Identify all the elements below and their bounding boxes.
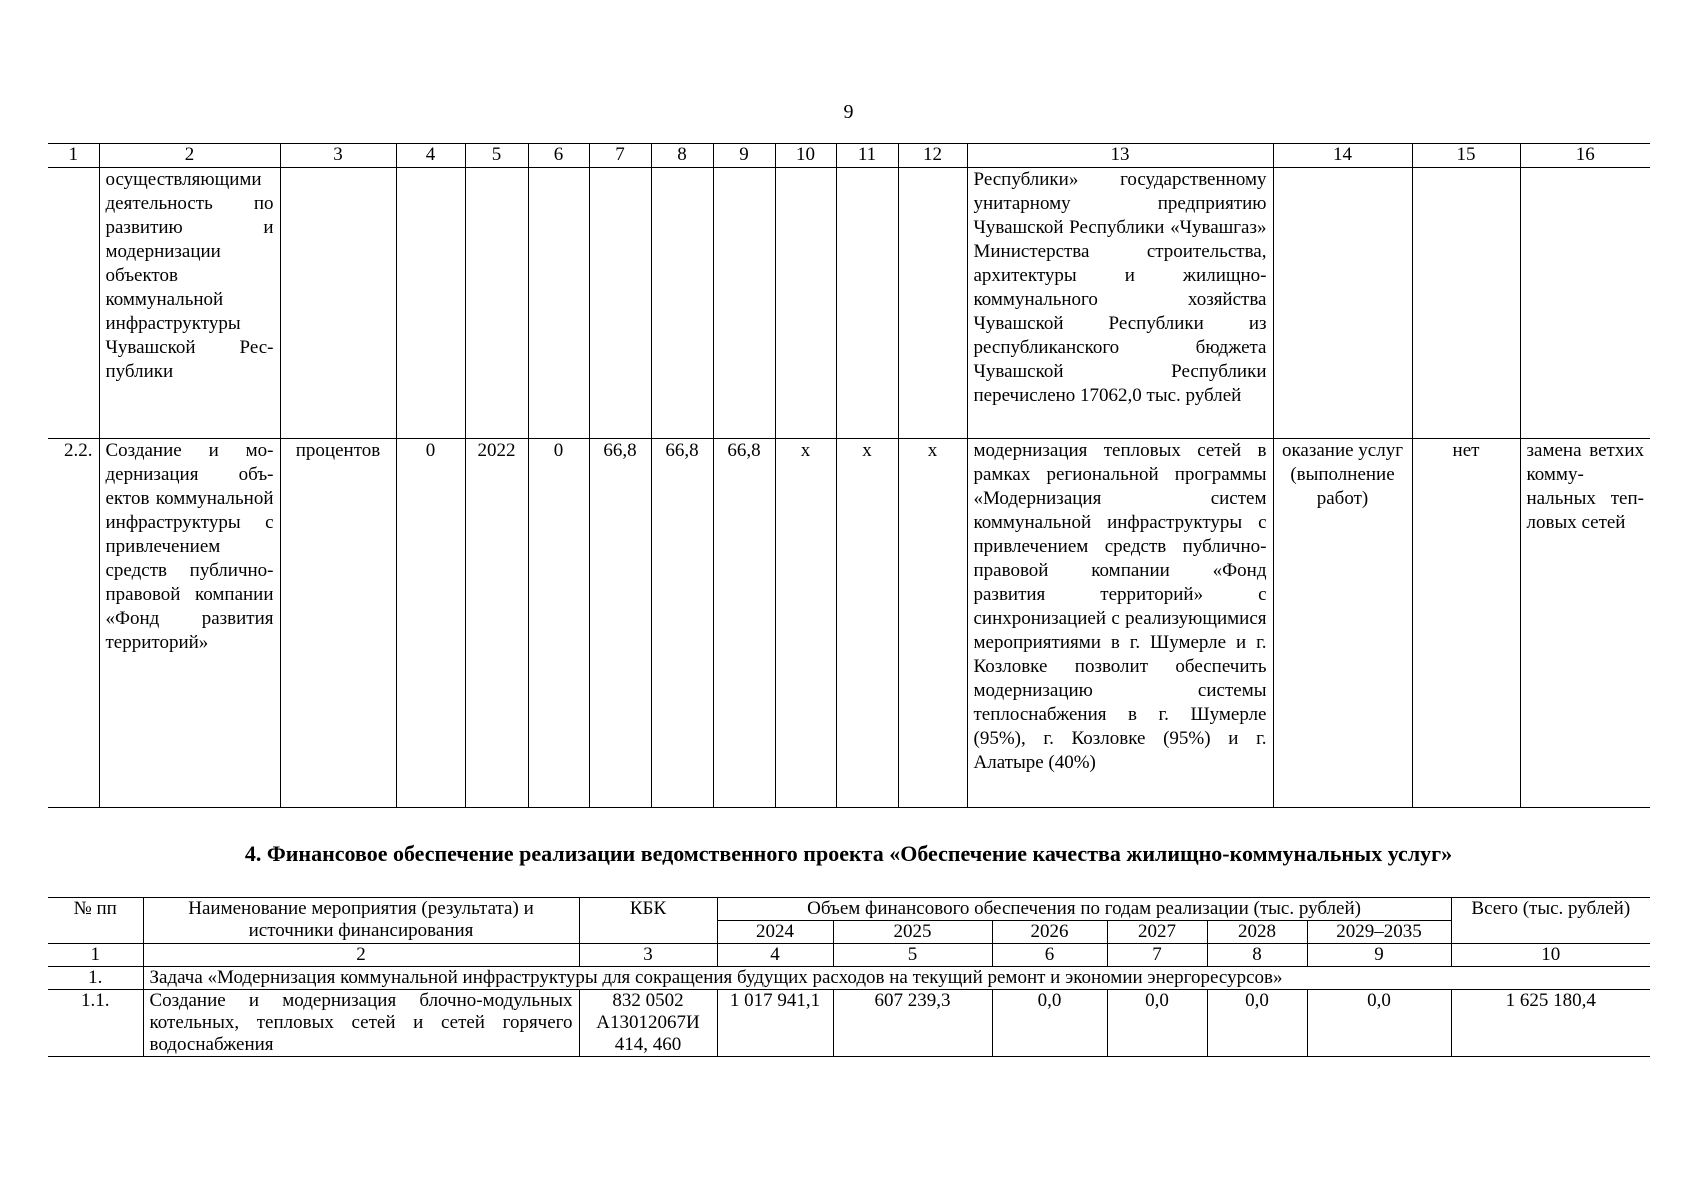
result-characteristic: замена ветхих коммунальных тепловых сетей — [1520, 439, 1650, 808]
kbk-code: 832 0502 А13012067И 414, 460 — [579, 990, 717, 1057]
base-value: 0 — [396, 439, 465, 808]
value-cell: 66,8 — [589, 439, 651, 808]
amount-total: 1 625 180,4 — [1451, 990, 1650, 1057]
column-number: 1 — [48, 144, 99, 168]
column-number: 2 — [99, 144, 280, 168]
table-cell — [836, 168, 898, 439]
row-number: 2.2. — [48, 439, 99, 808]
column-number: 10 — [1451, 944, 1650, 967]
header-year: 2029–2035 — [1307, 921, 1451, 944]
column-number: 5 — [465, 144, 528, 168]
column-number: 11 — [836, 144, 898, 168]
column-number: 9 — [713, 144, 775, 168]
column-number: 4 — [396, 144, 465, 168]
result-type: оказание услуг (выполнение работ) — [1273, 439, 1412, 808]
amount-2028: 0,0 — [1207, 990, 1307, 1057]
section-title: 4. Финансовое обеспечение реализации ведомственного проекта «Обеспечение качества жилищно-коммунальных услуг» — [244, 841, 1453, 866]
task-text: Задача «Модернизация коммунальной инфраструктуры для сокращения будущих расходов на текущий ремонт и экономии энергоресурсов» — [143, 967, 1650, 990]
value-cell: 66,8 — [713, 439, 775, 808]
column-number: 15 — [1412, 144, 1520, 168]
table-cell — [651, 168, 713, 439]
column-number: 16 — [1520, 144, 1650, 168]
table-cell — [898, 168, 967, 439]
row-number: 1.1. — [48, 990, 143, 1057]
table-cell — [465, 168, 528, 439]
header-row — [48, 898, 1650, 921]
header-year: 2027 — [1107, 921, 1207, 944]
column-number: 14 — [1273, 144, 1412, 168]
indicator-name-continued: осуществляющими деятельность по развитию и модернизации объектов коммунальной инфраструктуры Чувашской Республики — [99, 168, 280, 439]
header-kbk: КБК — [579, 898, 717, 944]
column-number: 7 — [589, 144, 651, 168]
table-cell — [48, 168, 99, 439]
activity-name: Создание и модернизация блочно-модульных котельных, тепловых сетей и сетей горячего водоснабжения — [143, 990, 579, 1057]
table-row — [48, 990, 1650, 1057]
column-number: 8 — [1207, 944, 1307, 967]
table-cell — [280, 168, 396, 439]
column-number: 6 — [528, 144, 589, 168]
table-cell — [589, 168, 651, 439]
task-number: 1. — [48, 967, 143, 990]
base-year: 2022 — [465, 439, 528, 808]
header-volume: Объем финансового обеспечения по годам реализации (тыс. рублей) — [717, 898, 1451, 921]
indicator-name: Создание и модернизация объектов коммунальной инфраструктуры с привлечением средств публично-правовой компании «Фонд развития территорий» — [99, 439, 280, 808]
table-cell — [528, 168, 589, 439]
description-continued: Республики» государственному унитарному предприятию Чувашской Республики «Чувашгаз» Министерства строительства, архитектуры и жилищно-коммунального хозяйства Чувашской Республики из республиканского бюджета Чувашской Республики перечислено 17062,0 тыс. рублей — [967, 168, 1273, 439]
column-number: 8 — [651, 144, 713, 168]
column-number: 1 — [48, 944, 143, 967]
column-number: 10 — [775, 144, 836, 168]
task-row — [48, 967, 1650, 990]
header-year: 2028 — [1207, 921, 1307, 944]
value-cell: x — [898, 439, 967, 808]
header-year: 2026 — [992, 921, 1107, 944]
value-cell: x — [775, 439, 836, 808]
table-cell — [1520, 168, 1650, 439]
description: модернизация тепловых сетей в рамках региональной программы «Модернизация систем коммунальной инфраструктуры с привлечением средств публично-правовой компании «Фонд развития территорий» с синхронизацией с реализующимися мероприятиями в г. Шумерле и г. Козловке позволит обеспечить модернизацию системы теплоснабжения в г. Шумерле (95%), г. Козловке (95%) и г. Алатыре (40%) — [967, 439, 1273, 808]
column-number: 9 — [1307, 944, 1451, 967]
header-num: № пп — [48, 898, 143, 944]
flag-cell: нет — [1412, 439, 1520, 808]
financing-table — [48, 897, 1650, 1057]
table-cell — [1273, 168, 1412, 439]
column-number: 7 — [1107, 944, 1207, 967]
column-number: 6 — [992, 944, 1107, 967]
table-row — [48, 439, 1650, 808]
column-number-row — [48, 144, 1650, 168]
column-number: 12 — [898, 144, 967, 168]
amount-2029-2035: 0,0 — [1307, 990, 1451, 1057]
value-cell: 66,8 — [651, 439, 713, 808]
header-total: Всего (тыс. рублей) — [1451, 898, 1650, 944]
amount-2025: 607 239,3 — [833, 990, 992, 1057]
column-number-row — [48, 944, 1650, 967]
value-cell: x — [836, 439, 898, 808]
column-number: 3 — [579, 944, 717, 967]
table-cell — [775, 168, 836, 439]
amount-2024: 1 017 941,1 — [717, 990, 833, 1057]
value-cell: 0 — [528, 439, 589, 808]
table-cell — [713, 168, 775, 439]
page-number: 9 — [843, 101, 854, 123]
unit: процентов — [280, 439, 396, 808]
table-cell — [1412, 168, 1520, 439]
column-number: 4 — [717, 944, 833, 967]
column-number: 5 — [833, 944, 992, 967]
column-number: 2 — [143, 944, 579, 967]
column-number: 13 — [967, 144, 1273, 168]
header-name: Наименование мероприятия (результата) и источники финансирования — [143, 898, 579, 944]
table-cell — [396, 168, 465, 439]
table-row — [48, 168, 1650, 439]
indicators-table — [48, 143, 1650, 808]
column-number: 3 — [280, 144, 396, 168]
amount-2027: 0,0 — [1107, 990, 1207, 1057]
header-year: 2024 — [717, 921, 833, 944]
header-year: 2025 — [833, 921, 992, 944]
amount-2026: 0,0 — [992, 990, 1107, 1057]
